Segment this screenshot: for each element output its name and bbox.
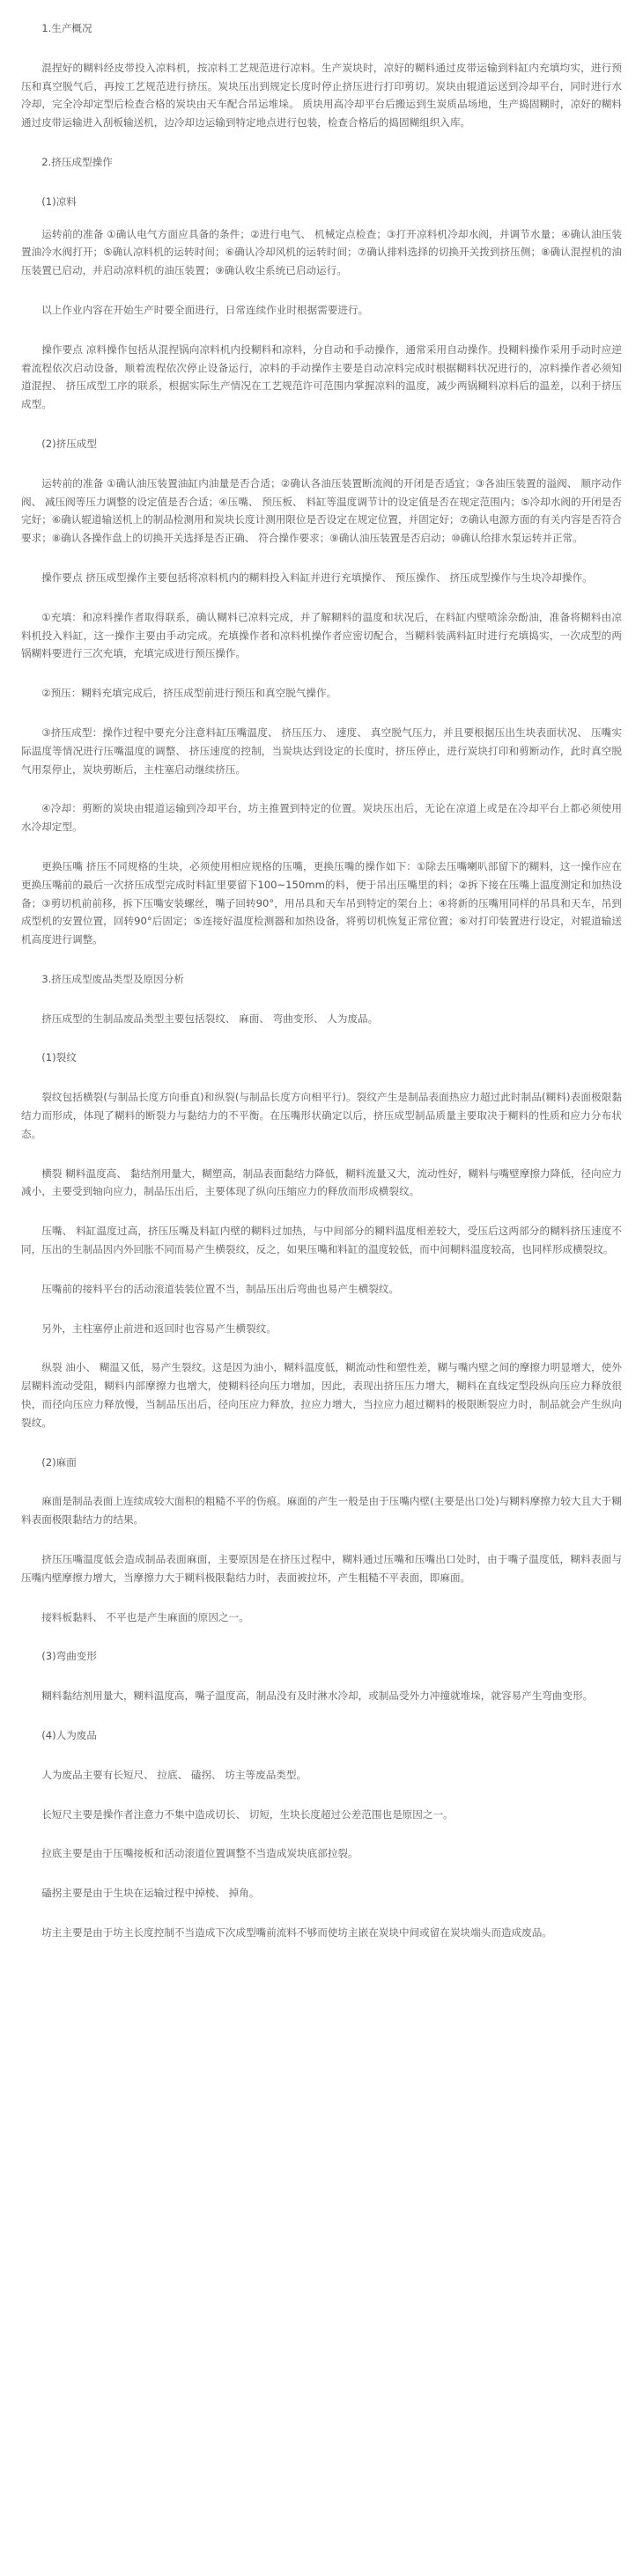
- paragraph: 挤压成型的生制品废品类型主要包括裂纹、 麻面、 弯曲变形、 人为废品。: [41, 1012, 379, 1025]
- paragraph: 坊主主要是由于坊主长度控制不当造成下次成型嘴前流料不够而使坊主嵌在炭块中间或留在炭块端头而造成废品。: [41, 1926, 552, 1939]
- section-2-heading: 2.挤压成型操作: [41, 155, 113, 168]
- paragraph: 麻面是制品表面上连续成较大面积的粗糙不平的伤痕。麻面的产生一般是由于压嘴内壁(主要是出口处)与糊料摩擦力较大且大于糊料表面极限黏结力的结果。: [21, 1495, 622, 1527]
- paragraph: 拉底主要是由于压嘴接板和活动滚道位置调整不当造成炭块底部拉裂。: [41, 1847, 358, 1860]
- paragraph: 人为废品主要有长短尺、 拉底、 磕拐、 坊主等废品类型。: [41, 1768, 307, 1781]
- paragraph: 运转前的准备 ①确认油压装置油缸内油量是否合适；②确认各油压装置断流阀的开闭是否适宜；③各油压装置的溢阀、 顺序动作阀、 减压阀等压力调整的设定值是否合适；④压嘴、 预压板、 料缸等温度调节计的设定值是否在规定范围内；⑤冷却水阀的开闭是否完好；⑥确认辊道输送机上的制品检测用和炭块长度计测用限位是否设定在规定位置，并固定好；⑦确认电源方面的有关内容是否符合要求；⑧确认各操作盘上的切换开关选择是否正确、 符合操作要求；⑨确认油压装置是否启动；⑩确认给排水泵运转并正常。: [21, 476, 622, 545]
- paragraph: 压嘴、 料缸温度过高，挤压压嘴及料缸内壁的糊料过加热，与中间部分的糊料温度相差较大，受压后这两部分的糊料挤压速度不同，压出的生制品因内外回胀不同而易产生横裂纹，反之，如果压嘴和料缸的温度较低，而中间糊料温度较高，也同样形成横裂纹。: [21, 1225, 622, 1256]
- paragraph: 纵裂 油小、 糊温又低，易产生裂纹。这是因为油小，糊料温度低，糊流动性和塑性差，糊与嘴内壁之间的摩擦力明显增大，使外层糊料流动受阻，糊料内部摩擦力也增大，使糊料径向压力增加，因此，表现出挤压压力增大，糊料在直线定型段纵向压应力释放很快，而径向压应力释放慢，当制品压出后，径向压应力释放，拉应力增大，当拉应力超过糊料的极限断裂应力时，制品就会产生纵向裂纹。: [21, 1361, 622, 1429]
- paragraph: 更换压嘴 挤压不同规格的生块，必须使用相应规格的压嘴，更换压嘴的操作如下：①除去压嘴喇叭部留下的糊料，这一操作应在更换压嘴前的最后一次挤压成型完成时料缸里要留下100~150mm的料，便于吊出压嘴里的料；②拆下接在压嘴上温度测定和加热设备；③剪切机前前移，拆下压嘴安装螺丝，嘴子回转90°，用吊具和天车吊到特定的架台上；④将新的压嘴用同样的吊具和天车，吊到成型机的安置位置，回转90°后固定；⑤连接好温度检测器和加热设备，将剪切机恢复正常位置；⑥对打印装置进行设定，对辊道输送机高度进行调整。: [21, 859, 622, 946]
- subsection-heading-cracks: (1)裂纹: [41, 1051, 77, 1064]
- section-3-heading: 3.挤压成型废品类型及原因分析: [41, 972, 184, 985]
- paragraph: 磕拐主要是由于生块在运输过程中掉棱、 掉角。: [41, 1887, 260, 1900]
- section-1-heading: 1.生产概况: [41, 22, 92, 34]
- paragraph: ④冷却：剪断的炭块由辊道运输到冷却平台，坊主推置到特定的位置。炭块压出后，无论在凉道上或是在冷却平台上都必须使用水冷却定型。: [21, 802, 622, 834]
- paragraph: 横裂 糊料温度高、 黏结剂用量大，糊塑高，制品表面黏结力降低，糊料流量又大，流动性好，糊料与嘴壁摩擦力降低，径向应力减小，主要受到轴向应力，制品压出后，主要体现了纵向压缩应力的释放而形成横裂纹。: [21, 1167, 622, 1198]
- subsection-heading-cooling: (1)凉料: [41, 195, 77, 208]
- paragraph: ③挤压成型：操作过程中要充分注意料缸压嘴温度、 挤压压力、 速度、 真空脱气压力，并且要根据压出生块表面状况、 压嘴实际温度等情况进行压嘴温度的调整、 挤压速度的控制，当炭块达到设定的长度时，挤压停止，进行炭块打印和剪断动作，此时真空脱气用泵停止，炭块剪断后，主柱塞启动继续挤压。: [21, 725, 622, 776]
- subsection-heading-pitting: (2)麻面: [41, 1455, 77, 1468]
- paragraph: 接料板黏料、 不平也是产生麻面的原因之一。: [41, 1610, 249, 1623]
- paragraph: 糊料黏结剂用量大，糊料温度高，嘴子温度高，制品没有及时淋水冷却，或制品受外力冲撞就堆垛，就容易产生弯曲变形。: [41, 1689, 594, 1703]
- subsection-heading-human-error: (4)人为废品: [41, 1729, 97, 1742]
- paragraph: ①充填：和凉料操作者取得联系，确认糊料已凉料完成，并了解糊料的温度和状况后，在料缸内壁喷涂杂酚油，准备将糊料由凉料机投入料缸，这一操作主要由手动完成。充填操作者和凉料机操作者应密切配合，当糊料装满料缸时进行充填捣实，一次成型的两锅糊料要进行三次充填，充填完成进行预压操作。: [21, 610, 622, 660]
- paragraph: ②预压：糊料充填完成后，挤压成型前进行预压和真空脱气操作。: [41, 687, 337, 700]
- paragraph: 压嘴前的接料平台的活动滚道装装位置不当，制品压出后弯曲也易产生横裂纹。: [41, 1282, 399, 1295]
- subsection-heading-extrusion: (2)挤压成型: [41, 437, 97, 450]
- paragraph: 挤压压嘴温度低会造成制品表面麻面，主要原因是在挤压过程中，糊料通过压嘴和压嘴出口处时，由于嘴子温度低，糊料表面与压嘴内壁摩擦力增大，当摩擦力大于糊料极限黏结力时，表面被拉坏，产生粗糙不平表面，即麻面。: [21, 1553, 622, 1584]
- paragraph: 操作要点 凉料操作包括从混捏锅向凉料机内投糊料和凉料，分自动和手动操作，通常采用自动操作。投糊料操作采用手动时应逆着流程依次启动设备，顺着流程依次停止设备运行，凉料的手动操作主要是自动凉料完成时根据糊料状况进行的，凉料操作者必须知道混捏、 挤压成型工序的联系，根据实际生产情况在工艺规范许可范围内掌握凉料的温度，减少两锅糊料凉料后的温差，以利于挤压成型。: [21, 342, 622, 411]
- paragraph: 混捏好的糊料经皮带投入凉料机，按凉料工艺规范进行凉料。生产炭块时，凉好的糊料通过皮带运输到料缸内充填均实，进行预压和真空脱气后，再按工艺规范进行挤压。炭块压出到规定长度时停止挤压进行打印剪切。炭块由辊道运送到冷却平台，同时进行水冷却，完全冷却定型后检查合格的炭块由天车配合吊运堆垛。 质块用高冷却平台后搬运到生炭质品场地，生产捣固糊时，凉好的糊料通过皮带运输进入刮板输送机，边冷却边运输到特定地点进行包装，检查合格后的捣固糊组织入库。: [21, 61, 622, 129]
- paragraph: 裂纹包括横裂(与制品长度方向垂直)和纵裂(与制品长度方向相平行)。裂纹产生是制品表面热应力超过此时制品(糊料)表面极限黏结力而形成，体现了糊料的断裂力与黏结力的不平衡。在压嘴形状确定以后，挤压成型制品质量主要取决于糊料的性质和应力分布状态。: [21, 1091, 622, 1140]
- paragraph: 长短尺主要是操作者注意力不集中造成切长、 切短，生块长度超过公差范围也是原因之一。: [41, 1807, 454, 1821]
- subsection-heading-bending: (3)弯曲变形: [41, 1650, 97, 1663]
- paragraph: 另外，主柱塞停止前进和返回时也容易产生横裂纹。: [41, 1321, 277, 1335]
- paragraph: 以上作业内容在开始生产时要全面进行，日常连续作业时根据需要进行。: [41, 303, 369, 316]
- paragraph: 操作要点 挤压成型操作主要包括将凉料机内的糊料投入料缸并进行充填操作、 预压操作、 挤压成型操作与生块冷却操作。: [41, 570, 593, 584]
- paragraph: 运转前的准备 ①确认电气方面应具备的条件；②进行电气、 机械定点检查；③打开凉料机冷却水阀，并调节水量；④确认油压装置油冷水阀打开；⑤确认凉料机的运转时间；⑥确认冷却风机的运转时间；⑦确认排料选择的切换开关拨到挤压侧；⑧确认混捏机的油压装置已启动，并启动凉料机的油压装置；⑨确认收尘系统已启动运行。: [21, 227, 622, 277]
